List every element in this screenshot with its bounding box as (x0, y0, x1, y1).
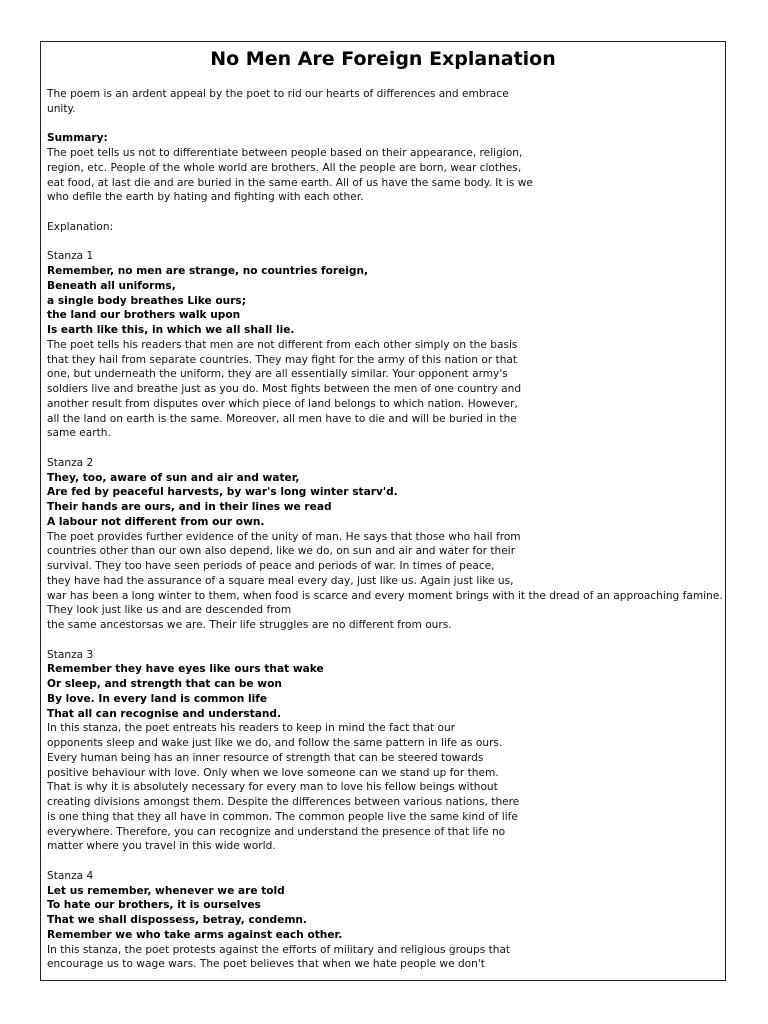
text-line: creating divisions amongst them. Despite the differences between various nations, there (47, 796, 520, 808)
bold-text-line: A labour not different from our own. (47, 515, 265, 528)
text-line: the same ancestorsas we are. Their life struggles are no different from ours. (47, 619, 452, 631)
text-line: The poet tells his readers that men are not different from each other simply on the basis (47, 338, 518, 351)
bold-text-line: Are fed by peaceful harvests, by war's long winter starv'd. (47, 486, 398, 499)
bold-text-line: Beneath all uniforms, (47, 279, 176, 292)
bold-text-line: Summary: (47, 132, 108, 145)
bold-text-line: Let us remember, whenever we are told (47, 884, 285, 897)
paragraph-spacer (47, 633, 723, 648)
document-page (40, 41, 726, 981)
bold-text-line: Their hands are ours, and in their lines we read (47, 501, 332, 513)
text-line: Stanza 1 (47, 250, 94, 263)
text-line: everywhere. Therefore, you can recognize and understand the presence of that life no (47, 825, 506, 838)
text-line: they have had the assurance of a square meal every day, just like us. Again just like us, (47, 574, 514, 587)
text-line: war has been a long winter to them, when food is scarce and every moment brings with it the dread of an approaching famine. (47, 589, 723, 602)
text-line: is one thing that they all have in common. The common people live the same kind of life (47, 810, 518, 823)
text-line: That is why it is absolutely necessary for every man to love his fellow beings without (47, 781, 498, 794)
text-line: another result from disputes over which piece of land belongs to which nation. However, (47, 397, 518, 410)
paragraph-spacer (47, 117, 723, 132)
paragraph-spacer (47, 205, 723, 220)
text-line: who defile the earth by hating and fighting with each other. (47, 191, 364, 204)
text-line: The poet provides further evidence of the unity of man. He says that those who hail from (47, 530, 521, 543)
text-line: matter where you travel in this wide world. (47, 840, 276, 853)
text-line: encourage us to wage wars. The poet believes that when we hate people we don't (47, 958, 485, 971)
text-line: opponents sleep and wake just like we do, and follow the same pattern in life as ours. (47, 737, 503, 749)
bold-text-line: the land our brothers walk upon (47, 309, 241, 322)
bold-text-line: That all can recognise and understand. (47, 707, 282, 720)
text-line: soldiers live and breathe just as you do. Most fights between the men of one country and (47, 383, 522, 395)
document-body (47, 87, 723, 972)
bold-text-line: They, too, aware of sun and air and water, (47, 471, 300, 484)
text-line: They look just like us and are descended from (47, 604, 292, 617)
text-line: Stanza 2 (47, 456, 94, 469)
text-line: Stanza 3 (47, 648, 94, 661)
text-line: Explanation: (47, 220, 114, 233)
text-line: region, etc. People of the whole world are brothers. All the people are born, wear clothes, (47, 161, 522, 174)
text-line: countries other than our own also depend, like we do, on sun and air and water for their (47, 545, 516, 558)
bold-text-line: Is earth like this, in which we all shall lie. (47, 324, 295, 336)
text-line: that they hail from separate countries. They may fight for the army of this nation or that (47, 353, 518, 366)
text-line: eat food, at last die and are buried in the same earth. All of us have the same body. It is we (47, 176, 533, 189)
text-line: In this stanza, the poet protests against the efforts of military and religious groups that (47, 943, 511, 956)
paragraph-spacer (47, 441, 723, 456)
bold-text-line: Or sleep, and strength that can be won (47, 678, 282, 690)
page-title: No Men Are Foreign Explanation (210, 48, 556, 70)
text-line: Every human being has an inner resource of strength that can be steered towards (47, 751, 484, 764)
bold-text-line: To hate our brothers, it is ourselves (47, 899, 261, 912)
bold-text-line: a single body breathes Like ours; (47, 294, 246, 307)
text-line: The poem is an ardent appeal by the poet to rid our hearts of differences and embrace (47, 88, 509, 100)
text-line: all the land on earth is the same. Moreover, all men have to die and will be buried in the (47, 412, 517, 425)
text-line: Stanza 4 (47, 869, 94, 882)
paragraph-spacer (47, 854, 723, 869)
text-line: same earth. (47, 427, 111, 440)
text-line: unity. (47, 102, 76, 115)
bold-text-line: Remember we who take arms against each other. (47, 928, 343, 941)
text-line: one, but underneath the uniform, they are all essentially similar. Your opponent army's (47, 368, 508, 381)
paragraph-spacer (47, 235, 723, 250)
text-line: survival. They too have seen periods of peace and periods of war. In times of peace, (47, 560, 495, 572)
bold-text-line: Remember, no men are strange, no countries foreign, (47, 265, 369, 277)
text-line: The poet tells us not to differentiate between people based on their appearance, religion, (47, 147, 523, 159)
text-line: positive behaviour with love. Only when we love someone can we stand up for them. (47, 766, 499, 779)
bold-text-line: That we shall dispossess, betray, condemn. (47, 914, 307, 926)
bold-text-line: By love. In every land is common life (47, 692, 268, 705)
bold-text-line: Remember they have eyes like ours that wake (47, 663, 324, 676)
text-line: In this stanza, the poet entreats his readers to keep in mind the fact that our (47, 722, 456, 735)
